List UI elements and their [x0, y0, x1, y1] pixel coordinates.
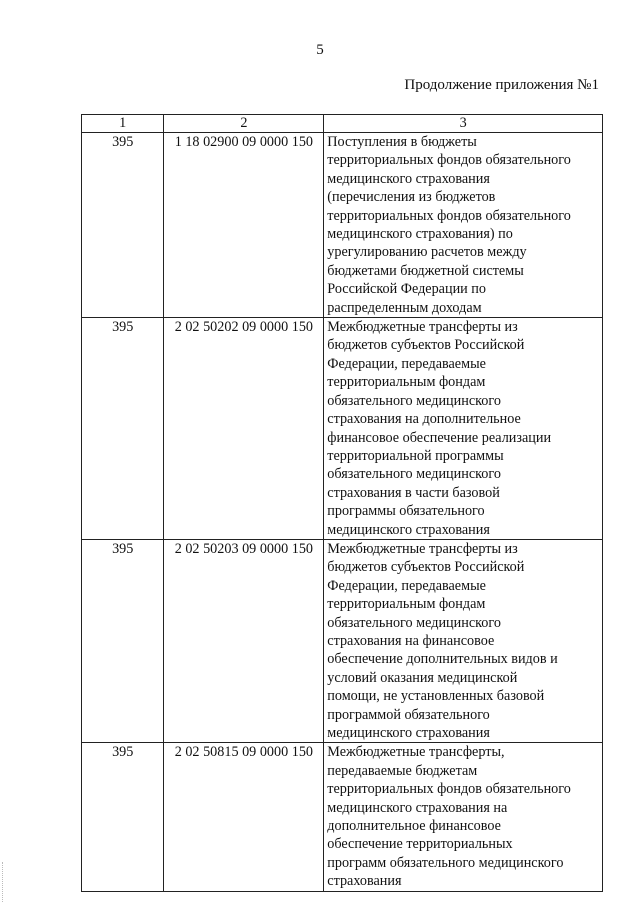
description-line: финансовое обеспечение реализации [327, 429, 552, 446]
description-line: Межбюджетные трансферты из [327, 540, 518, 557]
description-line: программы обязательного [327, 503, 485, 520]
description-cell [324, 133, 603, 318]
description-line: территориальных фондов обязательного [327, 152, 571, 169]
kbk-code-cell: 2 02 50202 09 0000 150 [164, 318, 324, 540]
description-line: обязательного медицинского [327, 392, 501, 409]
description-line: страхования на дополнительное [327, 411, 521, 428]
description-line: передаваемые бюджетам [327, 762, 478, 779]
description-line: условий оказания медицинской [327, 669, 518, 686]
column-header-3: 3 [324, 115, 603, 133]
description-line: обеспечение дополнительных видов и [327, 651, 558, 668]
description-line: страхования в части базовой [327, 484, 500, 501]
description-cell [324, 318, 603, 540]
description-line: Федерации, передаваемые [327, 355, 486, 372]
description-line: помощи, не установленных базовой [327, 688, 545, 705]
description-line: обязательного медицинского [327, 466, 501, 483]
description-line: распределенным доходам [327, 299, 482, 316]
description-cell [324, 539, 603, 742]
description-line: страхования [327, 873, 402, 890]
description-line: Межбюджетные трансферты, [327, 744, 505, 761]
description-line: урегулированию расчетов между [327, 244, 527, 261]
description-line: страхования на финансовое [327, 632, 495, 649]
table-header-row [82, 115, 603, 133]
description-cell [324, 743, 603, 891]
admin-code-cell: 395 [82, 133, 164, 318]
admin-code-cell: 395 [82, 318, 164, 540]
column-header-2: 2 [164, 115, 324, 133]
description-line: территориальных фондов обязательного [327, 781, 571, 798]
description-line: (перечисления из бюджетов [327, 189, 496, 206]
description-line: территориальной программы [327, 447, 504, 464]
description-line: обязательного медицинского [327, 614, 501, 631]
kbk-code-cell: 2 02 50815 09 0000 150 [164, 743, 324, 891]
description-line: программой обязательного [327, 706, 490, 723]
description-line: Российской Федерации по [327, 281, 486, 298]
description-line: бюджетов субъектов Российской [327, 337, 525, 354]
description-line: территориальным фондам [327, 596, 486, 613]
description-line: обеспечение территориальных [327, 836, 513, 853]
page-number: 5 [316, 42, 324, 58]
description-line: Межбюджетные трансферты из [327, 319, 518, 336]
description-line: Поступления в бюджеты [327, 134, 477, 150]
admin-code-cell: 395 [82, 539, 164, 742]
table-row [82, 318, 603, 540]
description-line: медицинского страхования [327, 521, 490, 538]
table-header [82, 115, 603, 133]
kbk-code-cell: 1 18 02900 09 0000 150 [164, 133, 324, 318]
table-row [82, 743, 603, 891]
table-body [82, 133, 603, 892]
description-line: территориальных фондов обязательного [327, 207, 571, 224]
column-header-1: 1 [82, 115, 164, 133]
description-line: медицинского страхования [327, 725, 490, 741]
description-line: медицинского страхования [327, 170, 490, 187]
appendix-table [81, 114, 603, 892]
appendix-continuation-label: Продолжение приложения №1 [404, 77, 599, 93]
description-line: бюджетов субъектов Российской [327, 559, 525, 576]
admin-code-cell: 395 [82, 743, 164, 891]
description-line: программ обязательного медицинского [327, 854, 564, 871]
description-line: территориальным фондам [327, 374, 486, 391]
description-line: Федерации, передаваемые [327, 577, 486, 594]
scan-margin-marks [2, 862, 7, 902]
table-row [82, 133, 603, 318]
description-line: бюджетами бюджетной системы [327, 262, 524, 279]
description-line: медицинского страхования на [327, 799, 508, 816]
description-line: медицинского страхования) по [327, 226, 513, 243]
table-row [82, 539, 603, 742]
kbk-code-cell: 2 02 50203 09 0000 150 [164, 539, 324, 742]
description-line: дополнительное финансовое [327, 818, 501, 835]
